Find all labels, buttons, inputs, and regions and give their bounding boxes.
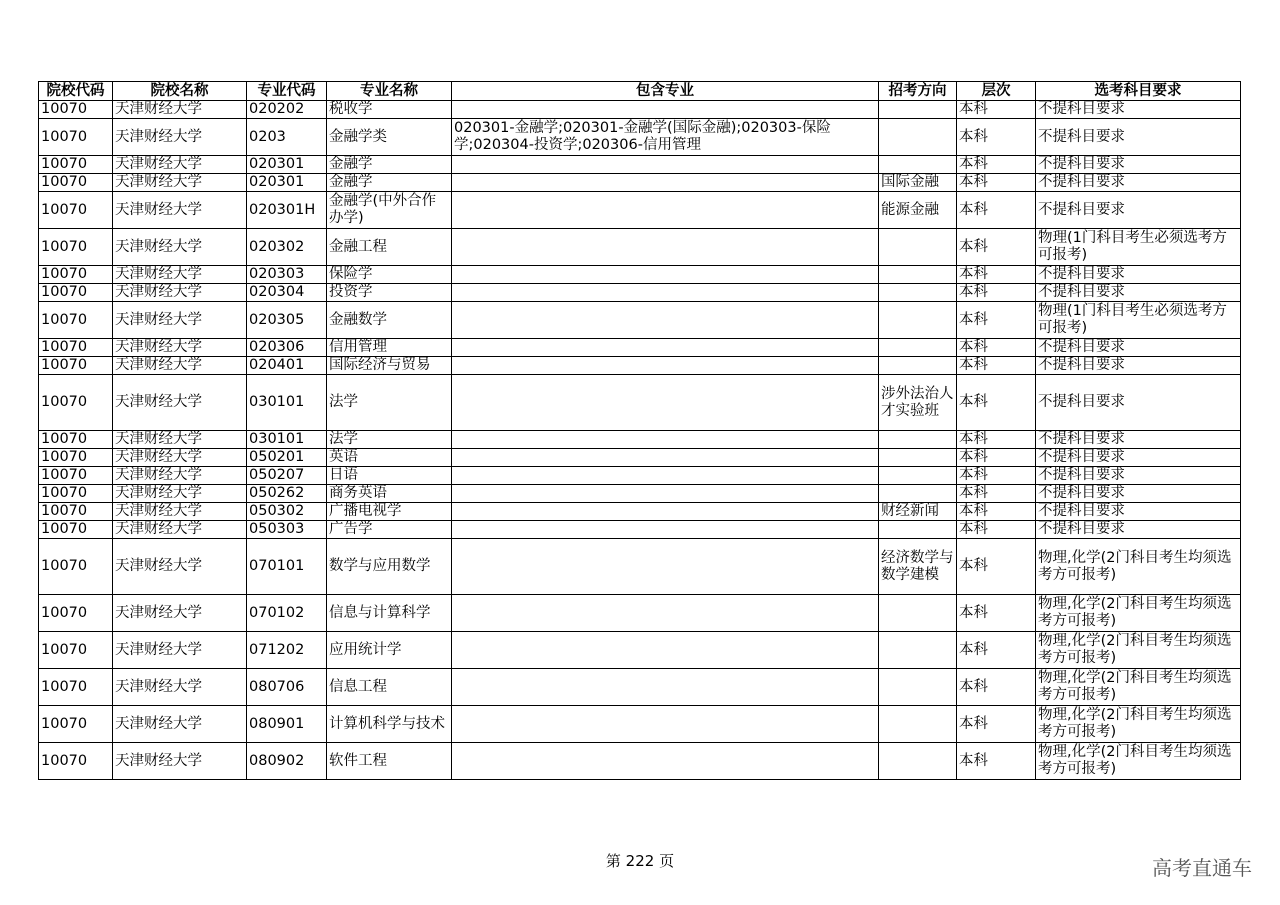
cell-included-majors	[452, 431, 879, 449]
cell-subject-requirement: 物理,化学(2门科目考生均须选考方可报考)	[1036, 632, 1241, 669]
cell-included-majors	[452, 669, 879, 706]
cell-level: 本科	[957, 119, 1036, 156]
cell-included-majors	[452, 375, 879, 431]
cell-level: 本科	[957, 192, 1036, 229]
cell-major-name: 投资学	[327, 284, 452, 302]
cell-level: 本科	[957, 706, 1036, 743]
cell-school-name: 天津财经大学	[113, 339, 247, 357]
cell-school-name: 天津财经大学	[113, 229, 247, 266]
cell-subject-requirement: 不提科目要求	[1036, 119, 1241, 156]
header-row	[39, 82, 1241, 101]
cell-level: 本科	[957, 266, 1036, 284]
cell-direction	[879, 669, 957, 706]
cell-direction	[879, 449, 957, 467]
cell-level: 本科	[957, 521, 1036, 539]
cell-subject-requirement: 不提科目要求	[1036, 521, 1241, 539]
cell-school-code: 10070	[39, 101, 113, 119]
cell-school-name: 天津财经大学	[113, 449, 247, 467]
cell-school-name: 天津财经大学	[113, 101, 247, 119]
header-school-code: 院校代码	[39, 82, 113, 101]
cell-school-name: 天津财经大学	[113, 632, 247, 669]
cell-level: 本科	[957, 449, 1036, 467]
table-row	[39, 632, 1241, 669]
cell-subject-requirement: 不提科目要求	[1036, 357, 1241, 375]
cell-level: 本科	[957, 485, 1036, 503]
cell-school-name: 天津财经大学	[113, 431, 247, 449]
cell-school-code: 10070	[39, 357, 113, 375]
cell-major-code: 080706	[247, 669, 327, 706]
cell-direction	[879, 485, 957, 503]
cell-school-name: 天津财经大学	[113, 192, 247, 229]
table-row	[39, 266, 1241, 284]
header-included-majors: 包含专业	[452, 82, 879, 101]
cell-level: 本科	[957, 339, 1036, 357]
cell-level: 本科	[957, 156, 1036, 174]
cell-school-code: 10070	[39, 449, 113, 467]
cell-direction	[879, 632, 957, 669]
cell-school-name: 天津财经大学	[113, 669, 247, 706]
cell-major-name: 广告学	[327, 521, 452, 539]
cell-included-majors	[452, 357, 879, 375]
table-row	[39, 669, 1241, 706]
cell-major-name: 信息工程	[327, 669, 452, 706]
cell-school-code: 10070	[39, 339, 113, 357]
cell-major-code: 0203	[247, 119, 327, 156]
cell-school-code: 10070	[39, 669, 113, 706]
cell-school-code: 10070	[39, 485, 113, 503]
cell-school-name: 天津财经大学	[113, 503, 247, 521]
cell-major-code: 020301H	[247, 192, 327, 229]
cell-major-code: 080902	[247, 743, 327, 780]
cell-included-majors	[452, 229, 879, 266]
cell-school-name: 天津财经大学	[113, 119, 247, 156]
cell-level: 本科	[957, 595, 1036, 632]
cell-major-name: 计算机科学与技术	[327, 706, 452, 743]
table-row	[39, 119, 1241, 156]
cell-school-code: 10070	[39, 192, 113, 229]
cell-major-name: 金融数学	[327, 302, 452, 339]
page-number: 第 222 页	[605, 852, 675, 870]
table-row	[39, 339, 1241, 357]
cell-level: 本科	[957, 669, 1036, 706]
cell-included-majors	[452, 521, 879, 539]
cell-subject-requirement: 不提科目要求	[1036, 156, 1241, 174]
header-subject-requirement: 选考科目要求	[1036, 82, 1241, 101]
cell-direction	[879, 119, 957, 156]
cell-school-code: 10070	[39, 539, 113, 595]
table-row	[39, 706, 1241, 743]
cell-major-name: 国际经济与贸易	[327, 357, 452, 375]
cell-level: 本科	[957, 174, 1036, 192]
cell-school-name: 天津财经大学	[113, 539, 247, 595]
table-row	[39, 302, 1241, 339]
cell-subject-requirement: 不提科目要求	[1036, 284, 1241, 302]
cell-major-name: 信用管理	[327, 339, 452, 357]
cell-school-code: 10070	[39, 174, 113, 192]
cell-level: 本科	[957, 467, 1036, 485]
cell-school-name: 天津财经大学	[113, 521, 247, 539]
cell-major-code: 071202	[247, 632, 327, 669]
cell-included-majors	[452, 485, 879, 503]
cell-level: 本科	[957, 375, 1036, 431]
cell-major-name: 税收学	[327, 101, 452, 119]
cell-major-name: 金融工程	[327, 229, 452, 266]
cell-major-code: 050303	[247, 521, 327, 539]
cell-major-code: 020305	[247, 302, 327, 339]
cell-level: 本科	[957, 632, 1036, 669]
cell-school-name: 天津财经大学	[113, 706, 247, 743]
cell-school-code: 10070	[39, 156, 113, 174]
cell-level: 本科	[957, 101, 1036, 119]
cell-school-code: 10070	[39, 706, 113, 743]
cell-major-name: 金融学(中外合作办学)	[327, 192, 452, 229]
cell-major-name: 金融学	[327, 174, 452, 192]
table-row	[39, 431, 1241, 449]
cell-direction	[879, 339, 957, 357]
cell-subject-requirement: 不提科目要求	[1036, 485, 1241, 503]
table-row	[39, 503, 1241, 521]
cell-major-code: 030101	[247, 375, 327, 431]
cell-major-code: 050302	[247, 503, 327, 521]
header-major-name: 专业名称	[327, 82, 452, 101]
cell-subject-requirement: 不提科目要求	[1036, 503, 1241, 521]
cell-level: 本科	[957, 357, 1036, 375]
cell-included-majors	[452, 101, 879, 119]
cell-school-code: 10070	[39, 467, 113, 485]
cell-level: 本科	[957, 284, 1036, 302]
table-row	[39, 743, 1241, 780]
cell-direction	[879, 595, 957, 632]
cell-level: 本科	[957, 302, 1036, 339]
cell-major-code: 020303	[247, 266, 327, 284]
table-row	[39, 467, 1241, 485]
cell-major-code: 020302	[247, 229, 327, 266]
header-level: 层次	[957, 82, 1036, 101]
cell-direction	[879, 302, 957, 339]
cell-school-code: 10070	[39, 284, 113, 302]
cell-subject-requirement: 物理,化学(2门科目考生均须选考方可报考)	[1036, 539, 1241, 595]
cell-major-code: 020306	[247, 339, 327, 357]
cell-major-name: 信息与计算科学	[327, 595, 452, 632]
cell-major-name: 软件工程	[327, 743, 452, 780]
cell-direction	[879, 156, 957, 174]
cell-direction	[879, 357, 957, 375]
cell-major-name: 广播电视学	[327, 503, 452, 521]
cell-subject-requirement: 不提科目要求	[1036, 339, 1241, 357]
cell-school-code: 10070	[39, 302, 113, 339]
cell-subject-requirement: 不提科目要求	[1036, 174, 1241, 192]
cell-major-code: 020304	[247, 284, 327, 302]
cell-included-majors	[452, 595, 879, 632]
cell-included-majors	[452, 706, 879, 743]
cell-school-name: 天津财经大学	[113, 302, 247, 339]
cell-school-name: 天津财经大学	[113, 595, 247, 632]
cell-subject-requirement: 物理,化学(2门科目考生均须选考方可报考)	[1036, 743, 1241, 780]
table-row	[39, 284, 1241, 302]
cell-school-code: 10070	[39, 431, 113, 449]
cell-school-name: 天津财经大学	[113, 156, 247, 174]
cell-direction: 国际金融	[879, 174, 957, 192]
cell-included-majors	[452, 539, 879, 595]
cell-school-code: 10070	[39, 743, 113, 780]
table-row	[39, 539, 1241, 595]
cell-major-code: 020202	[247, 101, 327, 119]
cell-major-code: 030101	[247, 431, 327, 449]
cell-included-majors	[452, 192, 879, 229]
cell-major-code: 020401	[247, 357, 327, 375]
majors-table	[38, 81, 1241, 780]
cell-direction	[879, 706, 957, 743]
cell-subject-requirement: 物理,化学(2门科目考生均须选考方可报考)	[1036, 669, 1241, 706]
header-major-code: 专业代码	[247, 82, 327, 101]
cell-major-code: 050207	[247, 467, 327, 485]
cell-school-code: 10070	[39, 632, 113, 669]
cell-level: 本科	[957, 229, 1036, 266]
cell-major-name: 应用统计学	[327, 632, 452, 669]
cell-major-name: 金融学类	[327, 119, 452, 156]
cell-school-name: 天津财经大学	[113, 174, 247, 192]
cell-school-code: 10070	[39, 229, 113, 266]
cell-direction: 能源金融	[879, 192, 957, 229]
cell-major-code: 020301	[247, 156, 327, 174]
cell-direction	[879, 284, 957, 302]
cell-subject-requirement: 不提科目要求	[1036, 192, 1241, 229]
table-row	[39, 521, 1241, 539]
cell-major-name: 数学与应用数学	[327, 539, 452, 595]
cell-major-name: 保险学	[327, 266, 452, 284]
cell-school-code: 10070	[39, 503, 113, 521]
cell-subject-requirement: 不提科目要求	[1036, 101, 1241, 119]
cell-major-code: 070101	[247, 539, 327, 595]
cell-level: 本科	[957, 539, 1036, 595]
cell-school-code: 10070	[39, 266, 113, 284]
cell-included-majors	[452, 174, 879, 192]
table-row	[39, 357, 1241, 375]
cell-included-majors	[452, 449, 879, 467]
cell-included-majors	[452, 632, 879, 669]
cell-major-name: 法学	[327, 375, 452, 431]
cell-included-majors	[452, 467, 879, 485]
cell-included-majors	[452, 503, 879, 521]
cell-subject-requirement: 不提科目要求	[1036, 467, 1241, 485]
cell-major-code: 070102	[247, 595, 327, 632]
cell-included-majors	[452, 743, 879, 780]
cell-major-name: 英语	[327, 449, 452, 467]
cell-major-name: 商务英语	[327, 485, 452, 503]
cell-direction	[879, 743, 957, 780]
cell-subject-requirement: 物理,化学(2门科目考生均须选考方可报考)	[1036, 595, 1241, 632]
cell-level: 本科	[957, 743, 1036, 780]
cell-included-majors	[452, 266, 879, 284]
cell-level: 本科	[957, 431, 1036, 449]
table-row	[39, 375, 1241, 431]
cell-direction	[879, 229, 957, 266]
table-row	[39, 174, 1241, 192]
cell-included-majors	[452, 156, 879, 174]
cell-major-code: 050262	[247, 485, 327, 503]
table-row	[39, 156, 1241, 174]
cell-subject-requirement: 不提科目要求	[1036, 375, 1241, 431]
cell-school-code: 10070	[39, 595, 113, 632]
cell-major-code: 080901	[247, 706, 327, 743]
cell-subject-requirement: 不提科目要求	[1036, 266, 1241, 284]
table-row	[39, 192, 1241, 229]
cell-school-code: 10070	[39, 375, 113, 431]
table-row	[39, 485, 1241, 503]
cell-included-majors	[452, 302, 879, 339]
cell-school-name: 天津财经大学	[113, 284, 247, 302]
cell-direction: 经济数学与数学建模	[879, 539, 957, 595]
table-row	[39, 229, 1241, 266]
cell-subject-requirement: 不提科目要求	[1036, 431, 1241, 449]
cell-direction: 财经新闻	[879, 503, 957, 521]
table-row	[39, 101, 1241, 119]
cell-school-name: 天津财经大学	[113, 375, 247, 431]
table-row	[39, 595, 1241, 632]
cell-school-name: 天津财经大学	[113, 467, 247, 485]
watermark: 高考直通车	[1152, 856, 1252, 880]
cell-major-code: 050201	[247, 449, 327, 467]
cell-direction	[879, 521, 957, 539]
cell-included-majors: 020301-金融学;020301-金融学(国际金融);020303-保险学;020304-投资学;020306-信用管理	[452, 119, 879, 156]
cell-major-name: 日语	[327, 467, 452, 485]
cell-major-name: 法学	[327, 431, 452, 449]
cell-direction: 涉外法治人才实验班	[879, 375, 957, 431]
cell-school-code: 10070	[39, 119, 113, 156]
cell-school-name: 天津财经大学	[113, 485, 247, 503]
table-row	[39, 449, 1241, 467]
cell-subject-requirement: 物理,化学(2门科目考生均须选考方可报考)	[1036, 706, 1241, 743]
cell-major-name: 金融学	[327, 156, 452, 174]
header-direction: 招考方向	[879, 82, 957, 101]
cell-direction	[879, 101, 957, 119]
cell-level: 本科	[957, 503, 1036, 521]
cell-direction	[879, 266, 957, 284]
cell-school-name: 天津财经大学	[113, 743, 247, 780]
cell-included-majors	[452, 284, 879, 302]
cell-direction	[879, 467, 957, 485]
cell-subject-requirement: 物理(1门科目考生必须选考方可报考)	[1036, 302, 1241, 339]
cell-major-code: 020301	[247, 174, 327, 192]
cell-direction	[879, 431, 957, 449]
cell-subject-requirement: 不提科目要求	[1036, 449, 1241, 467]
cell-school-name: 天津财经大学	[113, 266, 247, 284]
header-school-name: 院校名称	[113, 82, 247, 101]
cell-school-code: 10070	[39, 521, 113, 539]
cell-school-name: 天津财经大学	[113, 357, 247, 375]
cell-subject-requirement: 物理(1门科目考生必须选考方可报考)	[1036, 229, 1241, 266]
cell-included-majors	[452, 339, 879, 357]
